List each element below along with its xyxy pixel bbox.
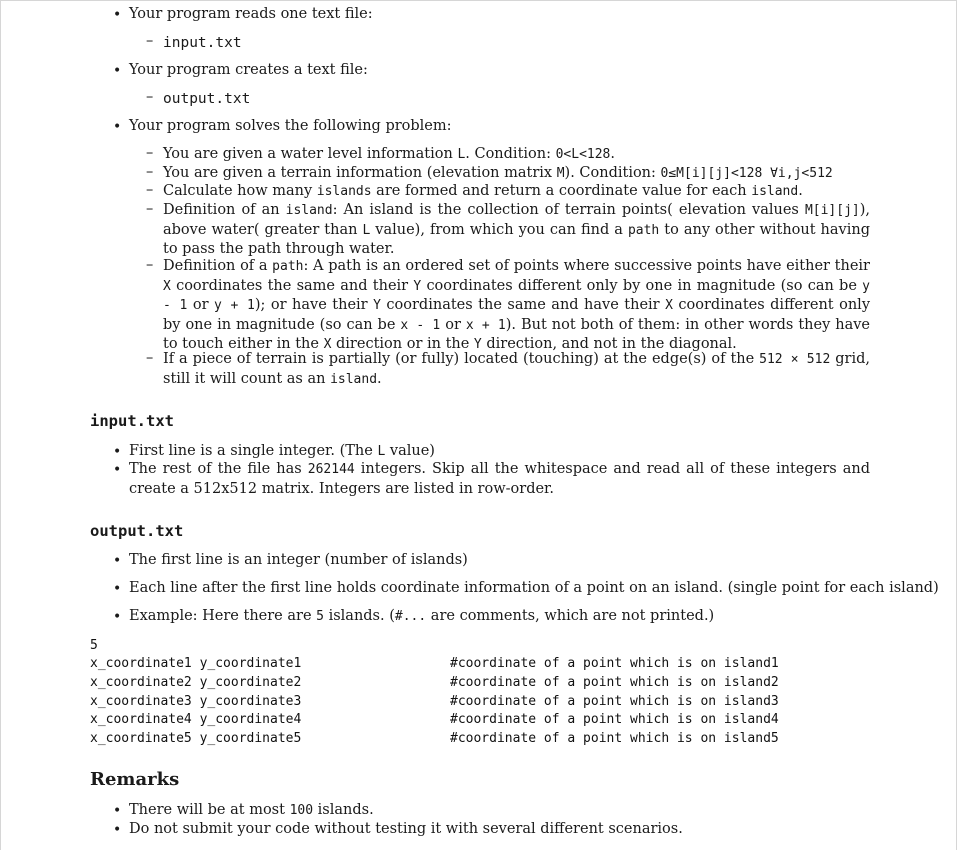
bullet-solves-problem: Your program solves the following problem: <box>129 118 452 134</box>
example-coords-row-2: x_coordinate2 y_coordinate2 <box>90 675 302 690</box>
bullet-icon: • <box>113 444 122 460</box>
bullet-icon: • <box>113 553 122 569</box>
problem-calculate: Calculate how many islands are formed and return a coordinate value for each island. <box>163 183 803 199</box>
section-heading-input: input.txt <box>90 412 174 430</box>
dash-icon: – <box>146 145 154 161</box>
example-coords-row-3: x_coordinate3 y_coordinate3 <box>90 694 302 709</box>
remark-max-islands: There will be at most 100 islands. <box>129 802 374 818</box>
filename-output: output.txt <box>163 91 251 107</box>
dash-icon: – <box>146 201 154 217</box>
dash-icon: – <box>146 257 154 273</box>
bullet-icon: • <box>113 803 122 819</box>
section-heading-output: output.txt <box>90 522 184 540</box>
remark-testing: Do not submit your code without testing it with several different scenarios. <box>129 821 683 837</box>
input-rest-lines: The rest of the file has 262144 integers. Skip all the whitespace and read all of these integers and create a 512x512 matrix. Integers are listed in row-order. <box>129 461 871 497</box>
problem-island-definition: Definition of an island: An island is the collection of terrain points( elevation values M[i][j]), above water( greater than L value), from which you can find a path to any other without having to pass the path through water. <box>163 202 871 257</box>
bullet-icon: • <box>113 462 122 478</box>
dash-icon: – <box>146 89 154 105</box>
bullet-icon: • <box>113 581 122 597</box>
example-comment-row-2: #coordinate of a point which is on island2 <box>450 675 779 690</box>
dash-icon: – <box>146 182 154 198</box>
problem-edge-rule: If a piece of terrain is partially (or fully) located (touching) at the edge(s) of the 512 × 512 grid, still it will count as an island. <box>163 351 870 387</box>
example-count: 5 <box>90 638 98 653</box>
dash-icon: – <box>146 33 154 49</box>
problem-terrain: You are given a terrain information (elevation matrix M). Condition: 0≤M[i][j]<128 ∀i,j<512 <box>163 165 833 181</box>
example-comment-row-5: #coordinate of a point which is on island5 <box>450 731 779 746</box>
input-first-line: First line is a single integer. (The L value) <box>129 443 435 459</box>
filename-input: input.txt <box>163 35 242 51</box>
bullet-icon: • <box>113 119 122 135</box>
example-comment-row-3: #coordinate of a point which is on island3 <box>450 694 779 709</box>
example-coords-row-4: x_coordinate4 y_coordinate4 <box>90 712 302 727</box>
bullet-icon: • <box>113 7 122 23</box>
example-comment-row-1: #coordinate of a point which is on island1 <box>450 656 779 671</box>
bullet-icon: • <box>113 609 122 625</box>
dash-icon: – <box>146 350 154 366</box>
bullet-reads-file: Your program reads one text file: <box>129 6 373 22</box>
example-comment-row-4: #coordinate of a point which is on island4 <box>450 712 779 727</box>
problem-path-definition: Definition of a path: A path is an ordered set of points where successive points have either their X coordinates the same and their Y coordinates different only by one in magnitude (so can be y - 1 or y + 1); or have their Y coordinates the same and have their X coordinates different only by one in magnitude (so can be x - 1 or x + 1). But not both of them: in other words they have to touch either in the X direction or in the Y direction, and not in the diagonal. <box>163 258 871 352</box>
section-heading-remarks: Remarks <box>90 769 180 790</box>
bullet-icon: • <box>113 63 122 79</box>
dash-icon: – <box>146 164 154 180</box>
example-coords-row-5: x_coordinate5 y_coordinate5 <box>90 731 302 746</box>
bullet-creates-file: Your program creates a text file: <box>129 62 368 78</box>
problem-water-level: You are given a water level information L. Condition: 0<L<128. <box>163 146 615 162</box>
output-example-note: Example: Here there are 5 islands. (#... are comments, which are not printed.) <box>129 608 715 624</box>
output-first-line: The first line is an integer (number of islands) <box>129 552 468 568</box>
bullet-icon: • <box>113 822 122 838</box>
output-each-line: Each line after the first line holds coordinate information of a point on an island. (single point for each island) <box>129 580 939 596</box>
example-coords-row-1: x_coordinate1 y_coordinate1 <box>90 656 302 671</box>
